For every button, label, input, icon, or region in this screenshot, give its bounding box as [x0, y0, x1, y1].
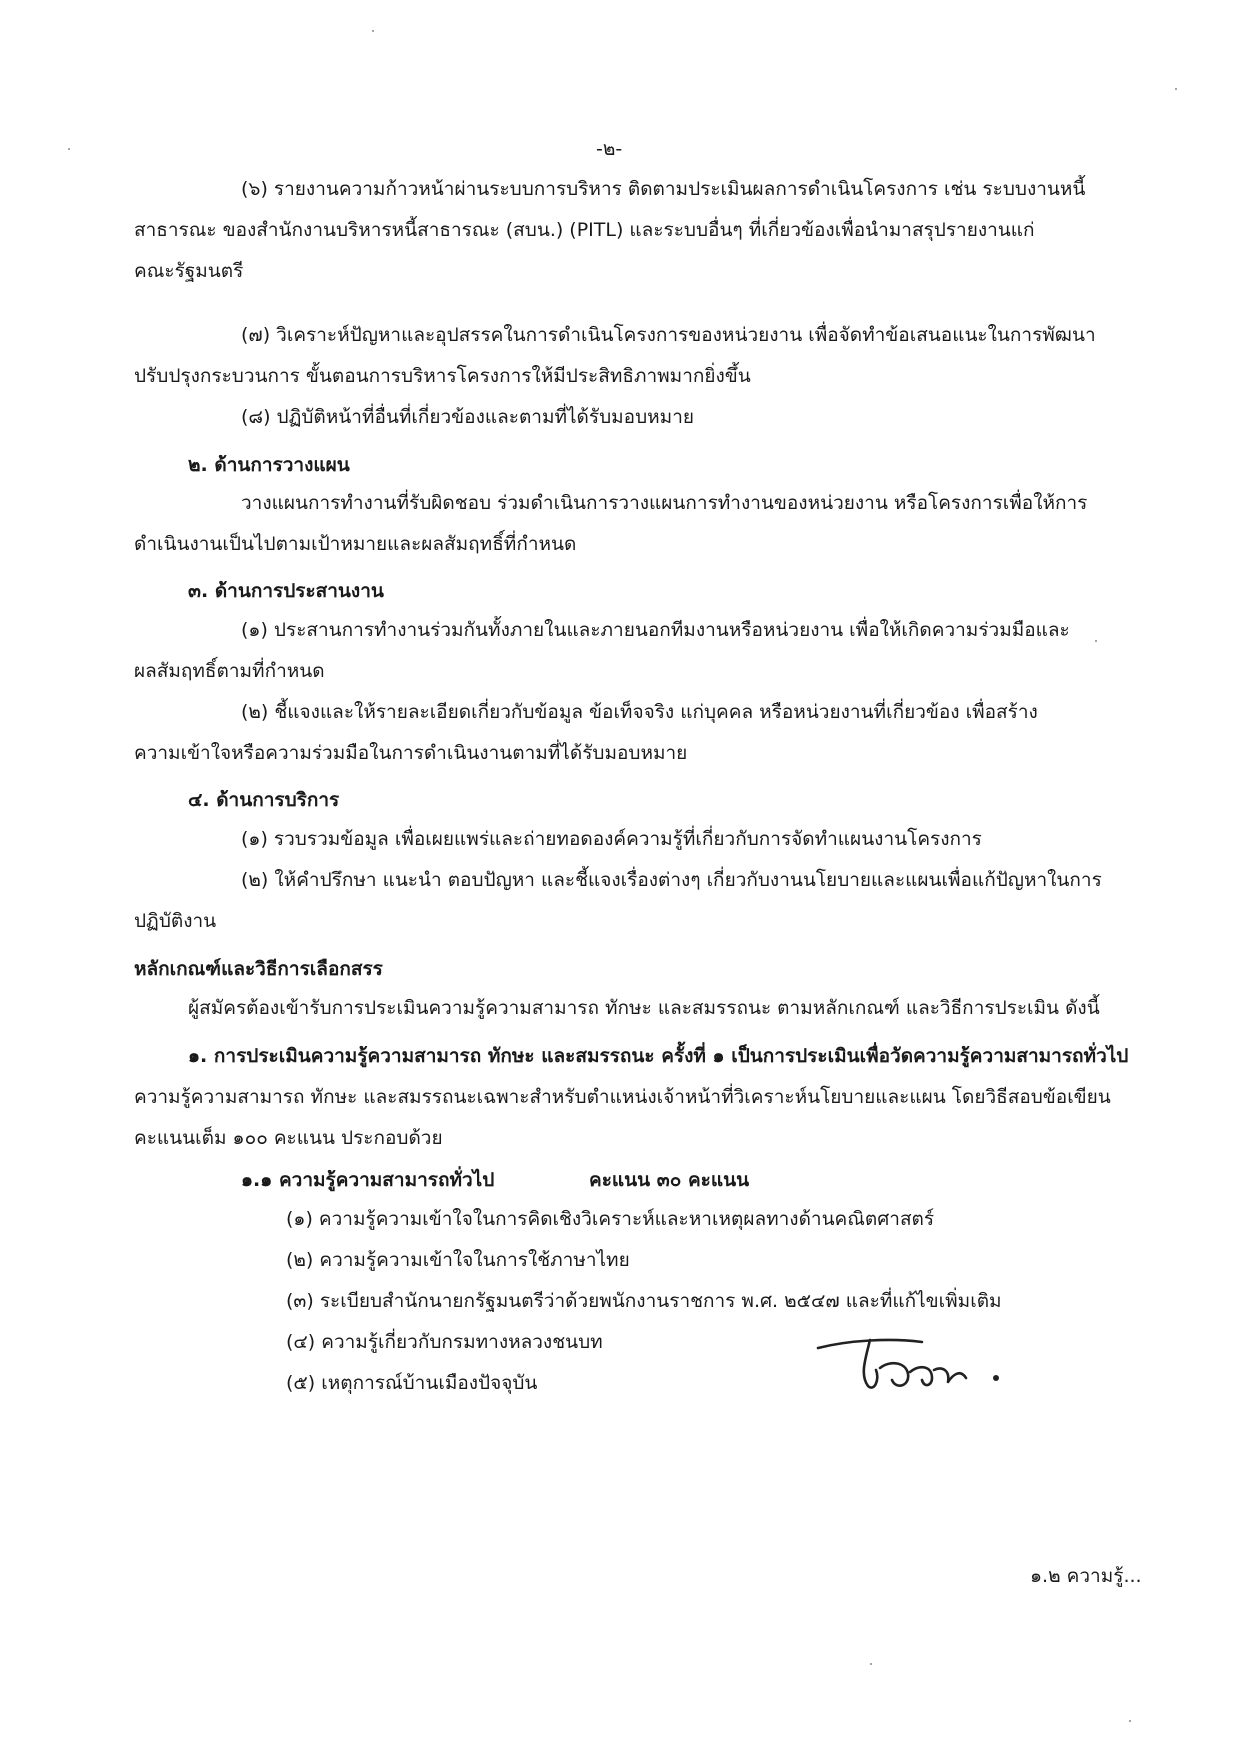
- list-item: (๕) เหตุการณ์บ้านเมืองปัจจุบัน: [286, 1372, 538, 1394]
- subsection-title: ๑.๑ ความรู้ความสามารถทั่วไป: [241, 1169, 495, 1191]
- section-heading: ๓. ด้านการประสานงาน: [188, 580, 384, 602]
- text-line: ดำเนินงานเป็นไปตามเป้าหมายและผลสัมฤทธิ์ที่กำหนด: [134, 533, 577, 555]
- text-line: ความรู้ความสามารถ ทักษะ และสมรรถนะเฉพาะสำหรับตำแหน่งเจ้าหน้าที่วิเคราะห์นโยบายและแผน โดยวิธีสอบข้อเขียน: [134, 1086, 1111, 1108]
- score-label: คะแนน ๓๐ คะแนน: [589, 1169, 750, 1191]
- scan-speck: [1175, 88, 1177, 90]
- text-line: สาธารณะ ของสำนักงานบริหารหนี้สาธารณะ (สบน.) (PITL) และระบบอื่นๆ ที่เกี่ยวข้องเพื่อนำมาสรุปรายงานแก่: [134, 219, 1035, 241]
- page-number: -๒-: [596, 138, 623, 160]
- text-line: คณะรัฐมนตรี: [134, 260, 244, 282]
- text-line: (๖) รายงานความก้าวหน้าผ่านระบบการบริหาร ติดตามประเมินผลการดำเนินโครงการ เช่น ระบบงานหนี้: [241, 178, 1086, 200]
- signature: [810, 1320, 1030, 1400]
- text-line: ความเข้าใจหรือความร่วมมือในการดำเนินงานตามที่ได้รับมอบหมาย: [134, 742, 688, 764]
- scan-speck: [870, 1663, 872, 1665]
- criteria-heading: หลักเกณฑ์และวิธีการเลือกสรร: [134, 958, 383, 980]
- text-line: (๑) ประสานการทำงานร่วมกันทั้งภายในและภายนอกทีมงานหรือหน่วยงาน เพื่อให้เกิดความร่วมมือและ: [241, 619, 1070, 641]
- text-line: (๒) ชี้แจงและให้รายละเอียดเกี่ยวกับข้อมูล ข้อเท็จจริง แก่บุคคล หรือหน่วยงานที่เกี่ยวข้อง เพื่อสร้าง: [241, 701, 1038, 723]
- scan-speck: [372, 30, 374, 32]
- text-line: ปฏิบัติงาน: [134, 910, 217, 932]
- text-line: ปรับปรุงกระบวนการ ขั้นตอนการบริหารโครงการให้มีประสิทธิภาพมากยิ่งขึ้น: [134, 365, 751, 387]
- scan-speck: [68, 148, 70, 150]
- section-heading: ๔. ด้านการบริการ: [188, 789, 340, 811]
- list-item: (๓) ระเบียบสำนักนายกรัฐมนตรีว่าด้วยพนักงานราชการ พ.ศ. ๒๕๔๗ และที่แก้ไขเพิ่มเติม: [286, 1290, 1002, 1312]
- text-line: วางแผนการทำงานที่รับผิดชอบ ร่วมดำเนินการวางแผนการทำงานของหน่วยงาน หรือโครงการเพื่อให้การ: [241, 492, 1088, 514]
- text-line: ผู้สมัครต้องเข้ารับการประเมินความรู้ความสามารถ ทักษะ และสมรรถนะ ตามหลักเกณฑ์ และวิธีการประเมิน ดังนี้: [188, 997, 1100, 1019]
- continuation-text: ๑.๒ ความรู้...: [1030, 1565, 1142, 1587]
- text-line: (๒) ให้คำปรึกษา แนะนำ ตอบปัญหา และชี้แจงเรื่องต่างๆ เกี่ยวกับงานนโยบายและแผนเพื่อแก้ปัญหาในการ: [241, 869, 1102, 891]
- text-line: ผลสัมฤทธิ์ตามที่กำหนด: [134, 660, 325, 682]
- text-line: (๗) วิเคราะห์ปัญหาและอุปสรรคในการดำเนินโครงการของหน่วยงาน เพื่อจัดทำข้อเสนอแนะในการพัฒนา: [241, 324, 1096, 346]
- text-line: (๑) รวบรวมข้อมูล เพื่อเผยแพร่และถ่ายทอดองค์ความรู้ที่เกี่ยวกับการจัดทำแผนงานโครงการ: [241, 828, 982, 850]
- list-item: (๑) ความรู้ความเข้าใจในการคิดเชิงวิเคราะห์และหาเหตุผลทางด้านคณิตศาสตร์: [286, 1208, 935, 1230]
- assessment-heading: ๑. การประเมินความรู้ความสามารถ ทักษะ และสมรรถนะ ครั้งที่ ๑ เป็นการประเมินเพื่อวัดความรู้ความสามารถทั่วไป: [188, 1045, 1129, 1067]
- section-heading: ๒. ด้านการวางแผน: [188, 454, 350, 476]
- list-item: (๔) ความรู้เกี่ยวกับกรมทางหลวงชนบท: [286, 1331, 603, 1353]
- scan-speck: [1129, 1720, 1131, 1722]
- scan-speck: [1095, 640, 1097, 642]
- subsection-heading: [241, 1167, 1071, 1193]
- text-line: (๘) ปฏิบัติหน้าที่อื่นที่เกี่ยวข้องและตามที่ได้รับมอบหมาย: [241, 406, 695, 428]
- list-item: (๒) ความรู้ความเข้าใจในการใช้ภาษาไทย: [286, 1249, 630, 1271]
- text-line: คะแนนเต็ม ๑๐๐ คะแนน ประกอบด้วย: [134, 1127, 443, 1149]
